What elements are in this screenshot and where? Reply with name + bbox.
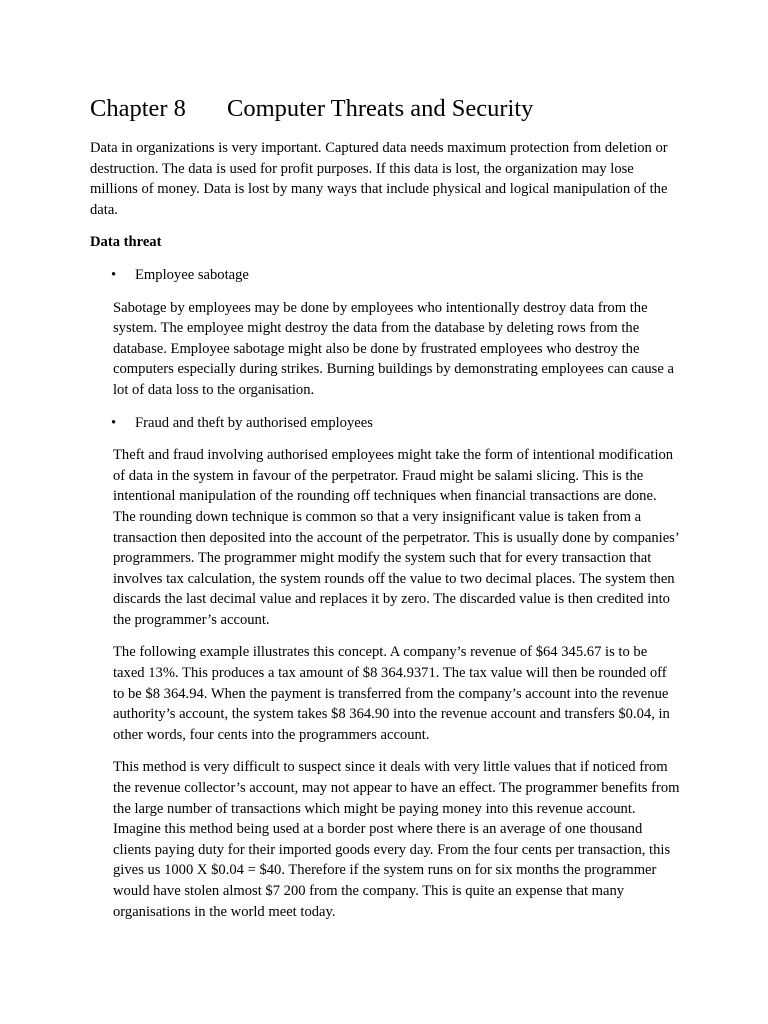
bullet-item: [90, 413, 680, 434]
body-paragraph: The following example illustrates this concept. A company’s revenue of $64 345.67 is to be taxed 13%. This produces a tax amount of $8 364.9371. The tax value will then be rounded off to be $8 364.94. When the payment is transferred from the company’s account into the revenue authority’s account, the system takes $8 364.90 into the revenue account and transfers $0.04, in other words, four cents into the programmers account.: [113, 644, 670, 743]
body-paragraph: Theft and fraud involving authorised employees might take the form of intentional modification of data in the system in favour of the perpetrator. Fraud might be salami slicing. This is the intentional manipulation of the rounding off techniques when financial transactions are done. The rounding down technique is common so that a very insignificant value is taken from a transaction then deposited into the account of the perpetrator. This is usually done by companies’ programmers. The programmer might modify the system such that for every transaction that involves tax calculation, the system rounds off the value to two decimal places. The system then discards the last decimal value and replaces it by zero. The discarded value is then credited into the programmer’s account.: [113, 447, 679, 628]
intro-paragraph: Data in organizations is very important. Captured data needs maximum protection from deletion or destruction. The data is used for profit purposes. If this data is lost, the organization may lose millions of money. Data is lost by many ways that include physical and logical manipulation of the data.: [90, 140, 668, 218]
body-paragraph: Sabotage by employees may be done by employees who intentionally destroy data from the system. The employee might destroy the data from the database by deleting rows from the database. Employee sabotage might also be done by frustrated employees who destroy the computers especially during strikes. Burning buildings by demonstrating employees can cause a lot of data loss to the organisation.: [113, 299, 674, 398]
body-paragraph: This method is very difficult to suspect since it deals with very little values that if noticed from the revenue collector’s account, may not appear to have an effect. The programmer benefits from the large number of transactions which might be paying money into this revenue account. Imagine this method being used at a border post where there is an average of one thousand clients paying duty for their imported goods every day. From the four cents per transaction, this gives us 1000 X $0.04 = $40. Therefore if the system runs on for six months the programmer would have stolen almost $7 200 from the company. This is quite an expense that many organisations in the world meet today.: [113, 759, 680, 920]
bullet-label: Fraud and theft by authorised employees: [135, 414, 373, 431]
bullet-label: Employee sabotage: [135, 266, 249, 283]
bullet-item: [90, 265, 680, 286]
section-heading: Data threat: [90, 234, 162, 251]
bullet-point-icon: •: [111, 414, 117, 431]
bullet-point-icon: •: [111, 266, 117, 283]
chapter-number: Chapter 8: [90, 95, 186, 122]
chapter-title-text: Computer Threats and Security: [227, 95, 534, 122]
chapter-title: [90, 94, 680, 124]
